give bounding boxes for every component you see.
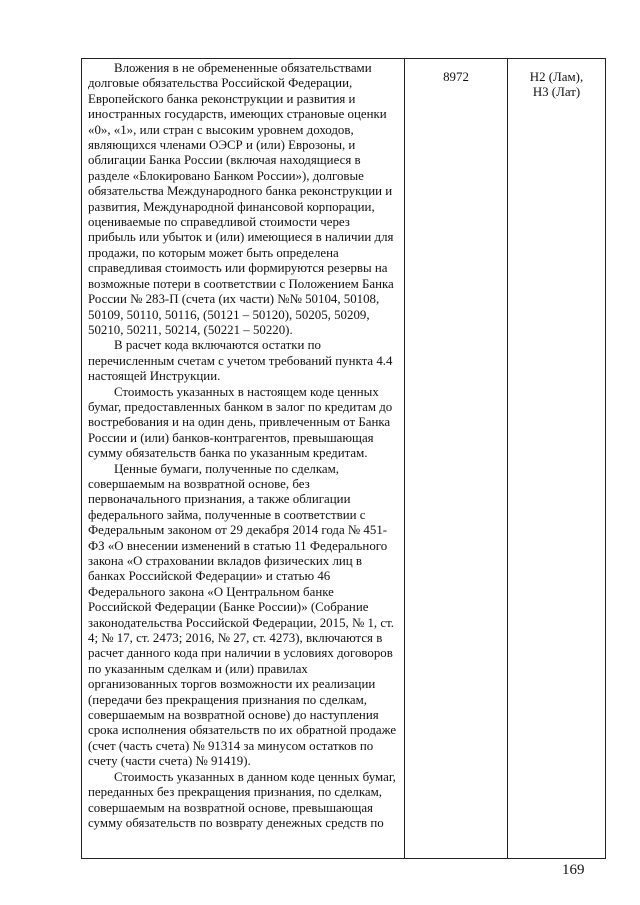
ratio-line-1: Н2 (Лам), (529, 70, 584, 84)
paragraph-repo-securities: Ценные бумаги, полученные по сделкам, совершаемым на возвратной основе, без первоначального признания, а также облигации федерального займа, полученные в соответствии с Федеральным законом от 29 декабря 2014 года № 451-ФЗ «О внесении изменений в статью 11 Федерального закона «О страховании вкладов физических лиц в банках Российской Федерации» и статью 46 Федерального закона «О Центральном банке Российской Федерации (Банке России)» (Собрание законодательства Российской Федерации, 2015, № 1, ст. 4; № 17, ст. 2473; 2016, № 27, ст. 4273), включаются в расчет данного кода при наличии в условиях договоров по указанным сделкам и (или) правилах организованных торгов возможности их реализации (передачи без прекращения признания по сделкам, совершаемым на возвратной основе) до наступления срока исполнения обязательств по их обратной продаже (счет (часть счета) № 91314 за минусом остатков по счету (части счета) № 91419). (88, 461, 397, 769)
paragraph-pledged-securities: Стоимость указанных в настоящем коде ценных бумаг, предоставленных банком в залог по кредитам до востребования и на один день, привлеченным от Банка России и (или) банков-контрагентов, превышающая сумму обязательств банка по указанным кредитам. (88, 384, 393, 461)
paragraph-investments: Вложения в не обремененные обязательствами долговые обязательства Российской Федерации, Европейского банка реконструкции и развития и иностранных государств, имеющих страновые оценки «0», «1», или стран с высоким уровнем доходов, являющихся членами ОЭСР и (или) Еврозоны, и облигации Банка России (включая находящиеся в разделе «Блокировано Банком России»), долговые обязательства Международного банка реконструкции и развития, Международной финансовой корпорации, оцениваемые по справедливой стоимости через прибыль или убыток и (или) имеющиеся в наличии для продажи, по которым может быть определена справедливая стоимость или формируются резервы на возможные потери в соответствии с Положением Банка России № 283-П (счета (их части) №№ 50104, 50108, 50109, 50110, 50116, (50121 – 50120), 50205, 50209, 50210, 50211, 50214, (50221 – 50220). (88, 61, 394, 337)
paragraph-calculation-rule: В расчет кода включаются остатки по перечисленным счетам с учетом требований пункта 4.4 настоящей Инструкции. (88, 338, 393, 384)
table-row (82, 59, 606, 859)
ratio-line-2: Н3 (Лат) (532, 85, 581, 100)
code-cell (405, 59, 508, 859)
description-cell (82, 59, 405, 859)
ratio-cell (508, 59, 606, 859)
code-value: 8972 (443, 70, 469, 84)
page-number: 169 (562, 862, 585, 878)
document-table (81, 58, 606, 859)
paragraph-transferred-securities: Стоимость указанных в данном коде ценных бумаг, переданных без прекращения признания, по сделкам, совершаемым на возвратной основе, превышающая сумму обязательств по возврату денежных средств по (88, 769, 396, 830)
